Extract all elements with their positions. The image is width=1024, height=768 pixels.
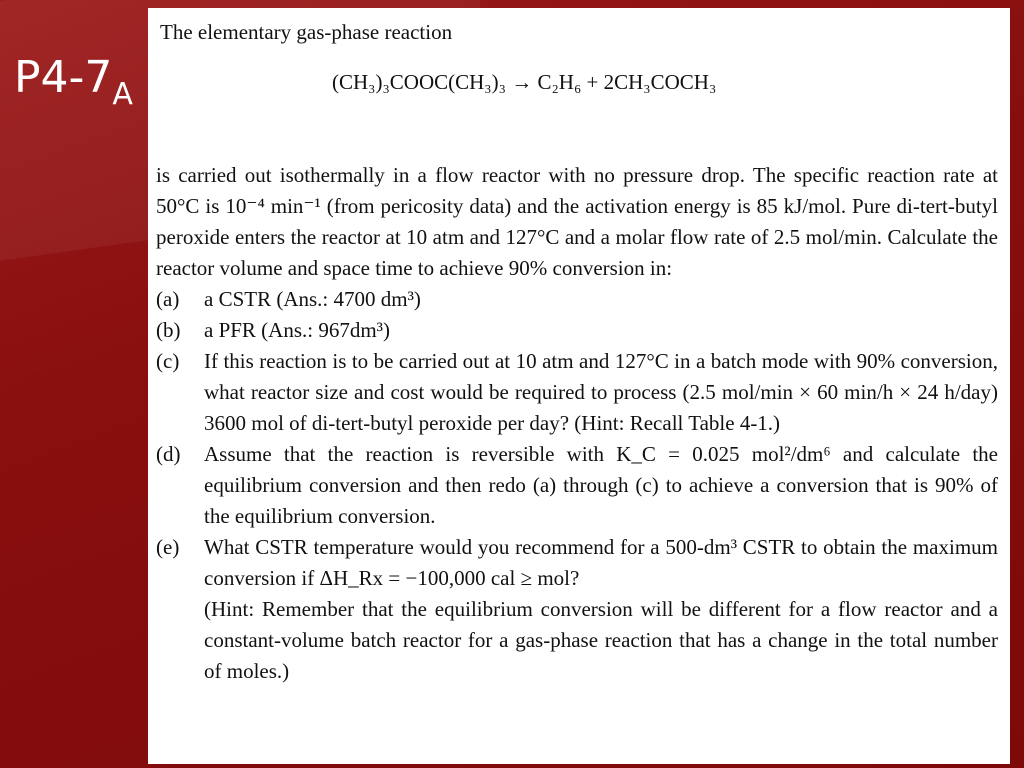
- slide-title-subscript: A: [112, 77, 133, 112]
- part-c: [156, 346, 998, 439]
- slide-title-main: P4-7: [14, 52, 113, 103]
- slide-title: [14, 52, 133, 112]
- problem-intro: The elementary gas-phase reaction: [160, 20, 453, 44]
- part-label: (b): [156, 318, 181, 342]
- hint-text: (Hint: Remember that the equilibrium conversion will be different for a flow reactor and a constant-volume batch reactor for a gas-phase reaction that has a change in the total number of moles.): [204, 597, 998, 683]
- reaction-equation: (CH₃)₃COOC(CH₃)₃ → C₂H₆ + 2CH₃COCH₃: [332, 70, 717, 94]
- problem-statement: is carried out isothermally in a flow reactor with no pressure drop. The specific reaction rate at 50°C is 10⁻⁴ min⁻¹ (from pericosity data) and the activation energy is 85 kJ/mol. Pure di-tert-butyl peroxide enters the reactor at 10 atm and 127°C and a molar flow rate of 2.5 mol/min. Calculate the reactor volume and space time to achieve 90% conversion in:: [156, 163, 998, 280]
- part-text: a PFR (Ans.: 967dm³): [204, 318, 390, 342]
- part-label: (c): [156, 349, 180, 373]
- part-label: (d): [156, 442, 181, 466]
- problem-body: [156, 160, 998, 687]
- problem-image: [148, 8, 1010, 764]
- part-text: What CSTR temperature would you recommend for a 500-dm³ CSTR to obtain the maximum conversion if ΔH_Rx = −100,000 cal ≥ mol?: [204, 535, 998, 590]
- part-label: (e): [156, 535, 180, 559]
- part-text: a CSTR (Ans.: 4700 dm³): [204, 287, 421, 311]
- part-text: If this reaction is to be carried out at 10 atm and 127°C in a batch mode with 90% conversion, what reactor size and cost would be required to process (2.5 mol/min × 60 min/h × 24 h/day) 3600 mol of di-tert-butyl peroxide per day? (Hint: Recall Table 4-1.): [204, 349, 998, 435]
- part-d: [156, 439, 998, 532]
- part-b: [156, 315, 998, 346]
- part-text: Assume that the reaction is reversible with K_C = 0.025 mol²/dm⁶ and calculate the equilibrium conversion and then redo (a) through (c) to achieve a conversion that is 90% of the equilibrium conversion.: [204, 442, 998, 528]
- part-a: [156, 284, 998, 315]
- part-e: [156, 532, 998, 594]
- part-label: (a): [156, 287, 180, 311]
